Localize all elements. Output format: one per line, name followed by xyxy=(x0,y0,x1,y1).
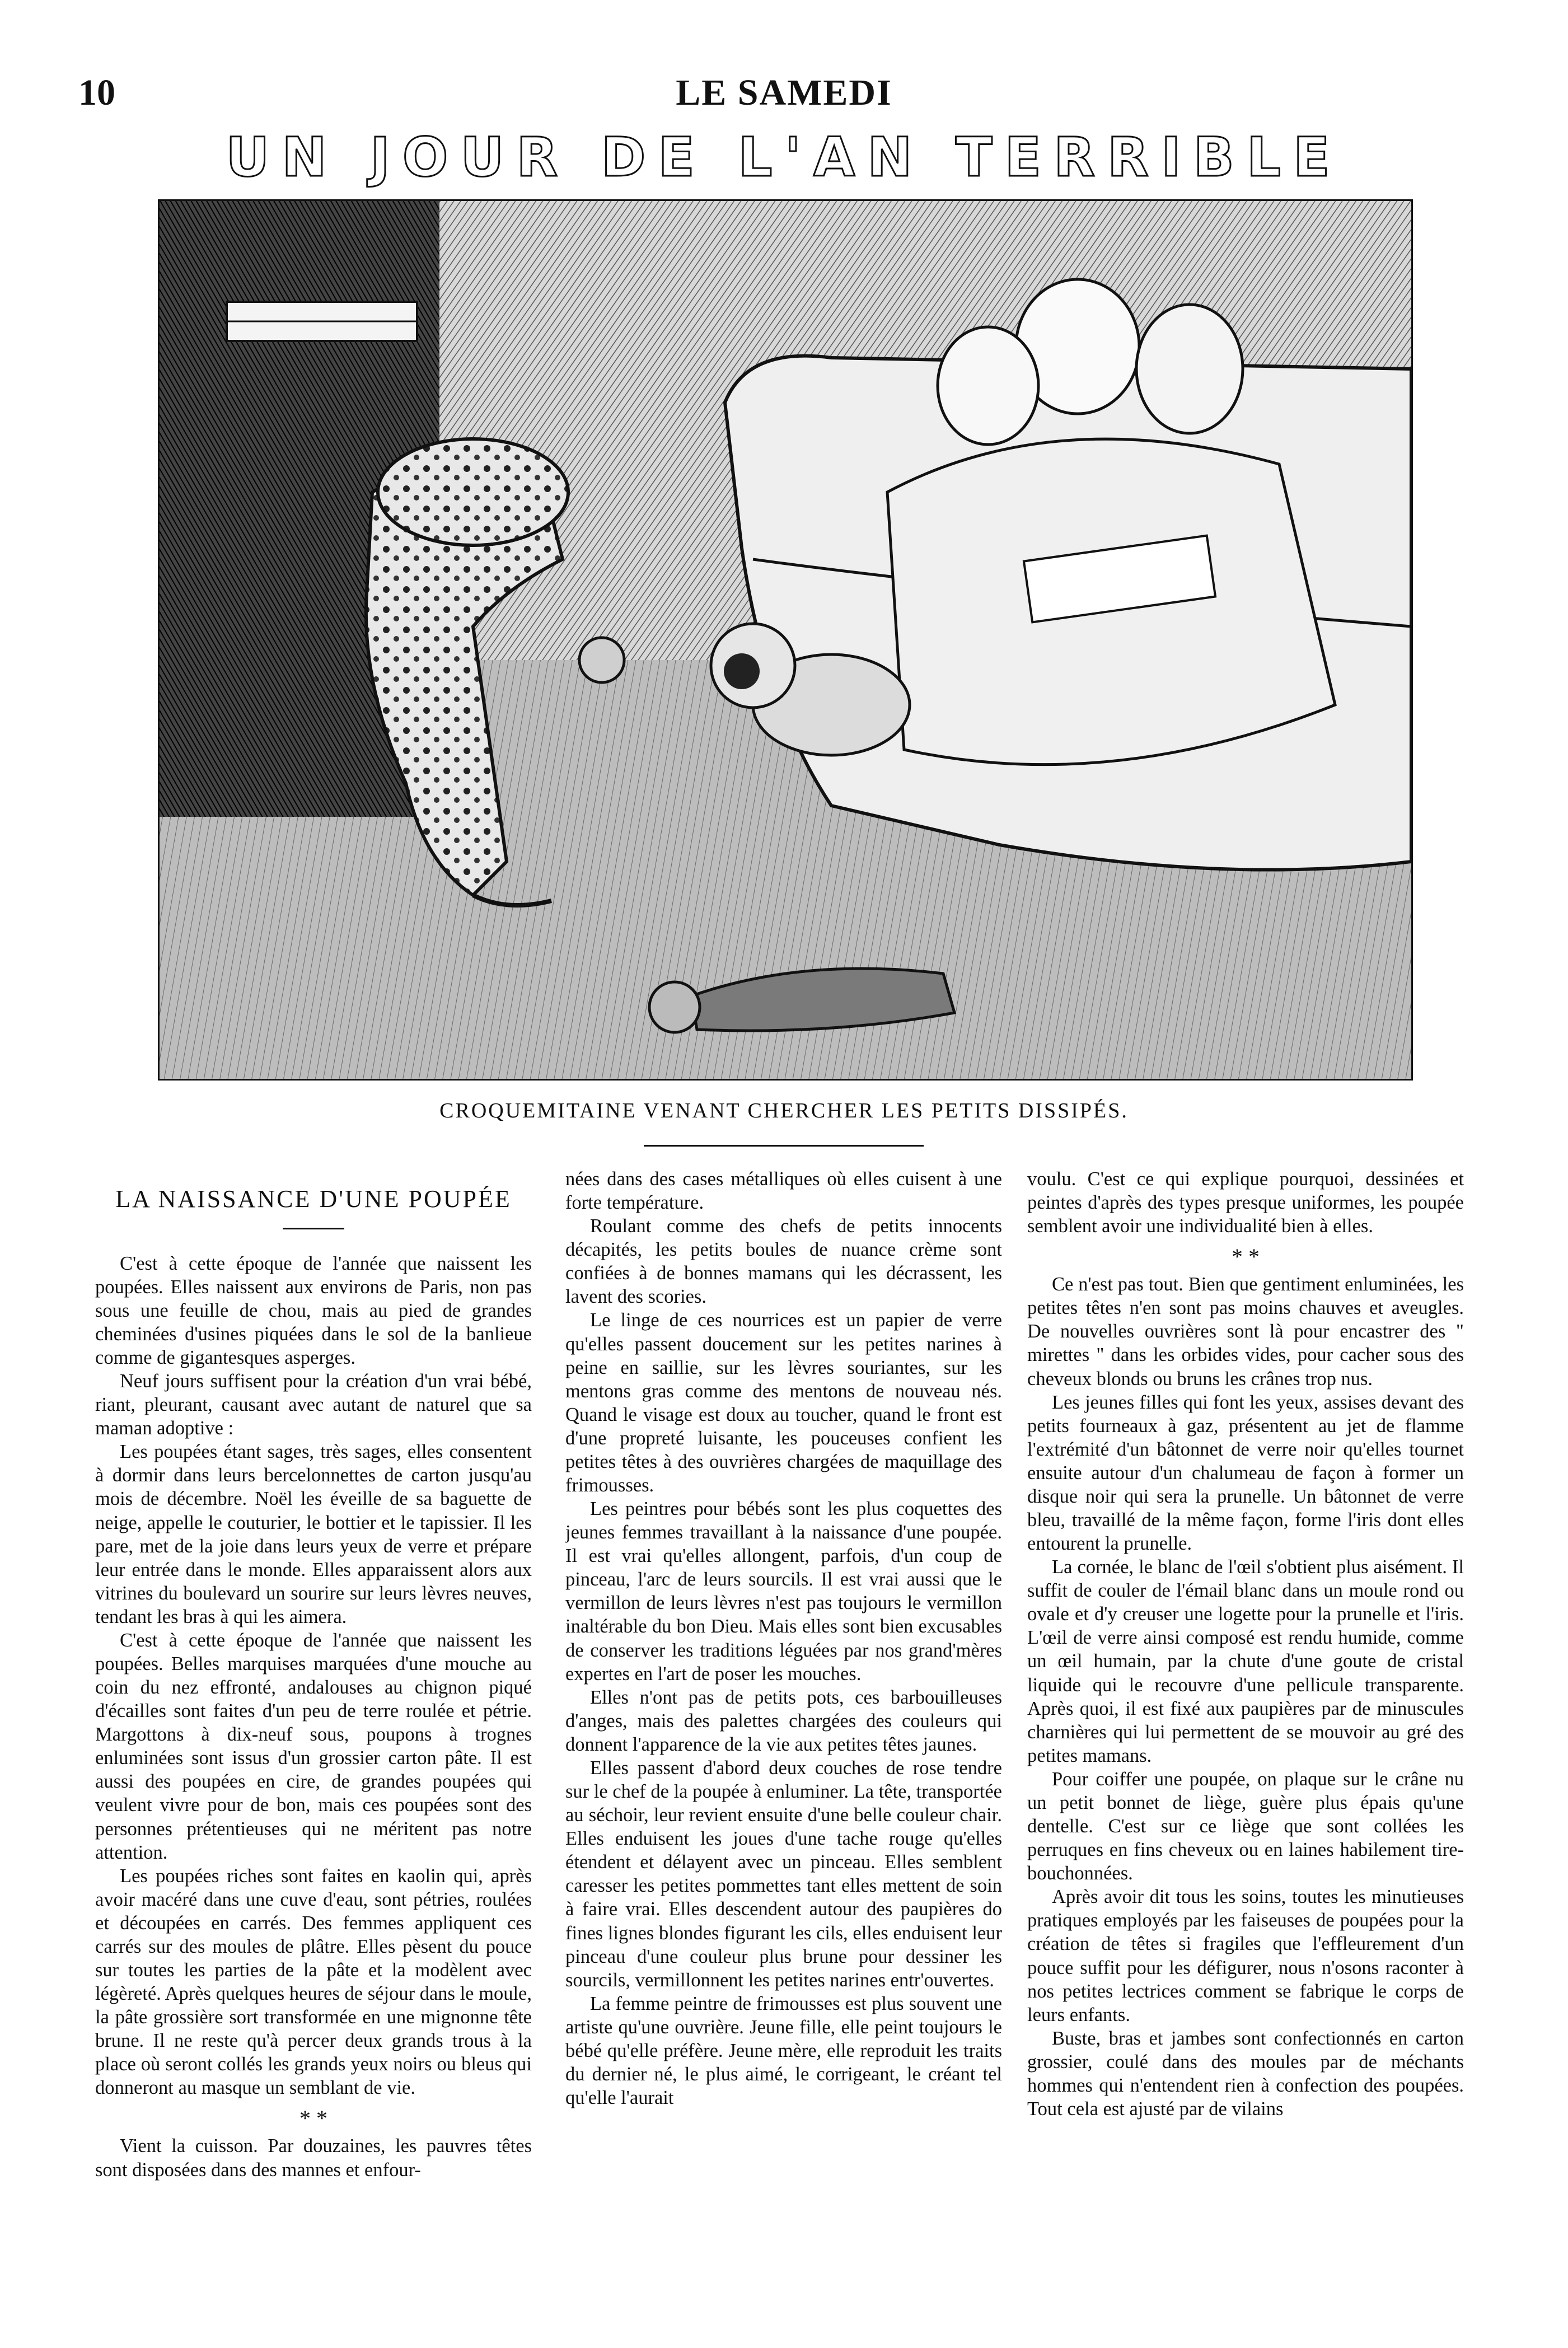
caption-divider xyxy=(644,1145,924,1147)
engraving-illustration xyxy=(158,199,1413,1081)
paragraph: La cornée, le blanc de l'œil s'obtient plus aisément. Il suffit de couler de l'émail blanc dans un moule rond ou ovale et d'y creuser une logette pour la prunelle et l'iris. L'œil de verre ainsi composé est rendu humide, comme un œil humain, par la chute d'une goute de cristal liquide qui le recouvre d'une pellicule transparente. Après quoi, il est fixé aux paupières par de minuscules charnières qui lui permettent de se mouvoir au gré des petites mamans. xyxy=(1027,1556,1464,1766)
paragraph: Elles passent d'abord deux couches de rose tendre sur le chef de la poupée à enluminer. La tête, transportée au séchoir, leur revient ensuite d'une belle couleur chair. Elles enduisent les joues d'une tache rouge qu'elles étendent et délayent avec un pinceau. Elles semblent caresser les petites pommettes tant elles mettent de soin à faire vrai. Elles descendent autour des paupières do fines lignes blondes figurant les cils, elles enduisent leur pinceau d'une couleur plus brune pour dessiner les sourcils, vermillonnent les petites narines entr'ouvertes. xyxy=(565,1757,1002,1991)
section-divider xyxy=(283,1228,344,1229)
paragraph: Elles n'ont pas de petits pots, ces barbouilleuses d'anges, mais des palettes chargées des couleurs qui donnent l'apparence de la vie aux petites têtes jaunes. xyxy=(565,1686,1002,1755)
engraving-drawing xyxy=(160,201,1411,1079)
asterism-separator: * * xyxy=(1232,1244,1260,1270)
paragraph: Après avoir dit tous les soins, toutes les minutieuses pratiques employés par les faiseuses de poupées pour la création de têtes si fragiles que l'effleurement d'un pouce suffit pour les défigurer, nous n'osons raconter à nos petites lectrices comment se fabrique le corps de leurs enfants. xyxy=(1027,1886,1464,2026)
text-column-3 xyxy=(1027,1167,1464,2309)
text-column-1 xyxy=(95,1167,532,2309)
paragraph: Les peintres pour bébés sont les plus coquettes des jeunes femmes travaillant à la naissance d'une poupée. Il est vrai qu'elles allongent, parfois, d'un coup de pinceau, l'arc de leurs sourcils. Il est vrai aussi que le vermillon de leurs lèvres n'est pas toujours le vermillon inaltérable du bon Dieu. Mais elles sont bien excusables de conserver les traditions léguées par nos grand'mères expertes en l'art de poser les mouches. xyxy=(565,1498,1002,1685)
paragraph: Roulant comme des chefs de petits innocents décapités, les petits boules de nuance crème sont confiées à de bonnes mamans qui les décrassent, les lavent des scories. xyxy=(565,1215,1002,1308)
paragraph: La femme peintre de frimousses est plus souvent une artiste qu'une ouvrière. Jeune fille, elle peint toujours le bébé qu'elle préfère. Jeune mère, elle reproduit les traits du dernier né, le plus aimé, le corrigeant, le créant tel qu'elle l'aurait xyxy=(565,1992,1002,2109)
article-main-title: UN JOUR DE L'AN TERRIBLE xyxy=(226,126,1342,189)
paragraph: C'est à cette époque de l'année que naissent les poupées. Belles marquises marquées d'une mouche au coin du nez effronté, andalouses au chignon piqué d'écailles sont faites d'un peu de terre roulée et pétrie. Margottons à dix-neuf sous, poupons à trognes enluminées sont issus d'un grossier carton pâte. Il est aussi des poupées en cire, de grandes poupées qui veulent vivre pour de bon, mais ces poupées sont des personnes prétentieuses qui ne méritent pas notre attention. xyxy=(95,1629,532,1863)
paragraph: Les poupées étant sages, très sages, elles consentent à dormir dans leurs bercelonnettes de carton jusqu'au mois de décembre. Noël les éveille de sa baguette de neige, appelle le couturier, le bottier et le tapissier. Il les pare, met de la joie dans leurs yeux de verre et prépare leur entrée dans le monde. Elles apparaissent alors aux vitrines du boulevard un sourire sur leurs lèvres neuves, tendant les bras à qui les aimera. xyxy=(95,1441,532,1627)
asterism-separator: * * xyxy=(299,2106,327,2131)
paragraph: Ce n'est pas tout. Bien que gentiment enluminées, les petites têtes n'en sont pas moins chauves et aveugles. De nouvelles ouvrières sont là pour encastrer des " mirettes " dans les orbides vides, pour cacher sous des cheveux blonds ou bruns les crânes trop nus. xyxy=(1027,1274,1464,1390)
text-column-2 xyxy=(565,1167,1002,2309)
paragraph: Pour coiffer une poupée, on plaque sur le crâne nu un petit bonnet de liège, guère plus épais qu'une dentelle. C'est sur ce liège que sont collées les perruques en fins cheveux ou en laines habilement tire-bouchonnées. xyxy=(1027,1768,1464,1884)
paragraph: Neuf jours suffisent pour la création d'un vrai bébé, riant, pleurant, causant avec autant de naturel que sa maman adoptive : xyxy=(95,1371,532,1439)
book-icon xyxy=(227,302,417,341)
paragraph: C'est à cette époque de l'année que naissent les poupées. Elles naissent aux environs de Paris, non pas sous une feuille de chou, mais au pied de grandes cheminées d'usines piquées dans le sol de la banlieue comme de gigantesques asperges. xyxy=(95,1252,532,1368)
paragraph: voulu. C'est ce qui explique pourquoi, dessinées et peintes d'après des types presque uniformes, les poupée semblent avoir une individualité bien à elles. xyxy=(1027,1168,1464,1237)
paragraph: Les poupées riches sont faites en kaolin qui, après avoir macéré dans une cuve d'eau, sont pétries, roulées et découpées en carrés. Des femmes appliquent ces carrés sur des moules de plâtre. Elles pèsent du pouce sur toutes les parties de la pâte et la modèlent avec légèreté. Après quelques heures de séjour dans le moule, la pâte grossière sort transformée en une mignonne tête brune. Il ne reste qu'à percer deux grands trous à la place où seront collés les grands yeux noirs ou bleus qui donneront au masque un semblant de vie. xyxy=(95,1865,532,2099)
paragraph: nées dans des cases métalliques où elles cuisent à une forte température. xyxy=(565,1168,1002,1214)
page-header xyxy=(78,72,1490,122)
illustration-caption: CROQUEMITAINE VENANT CHERCHER LES PETITS DISSIPÉS. xyxy=(439,1099,1129,1122)
paragraph: Les jeunes filles qui font les yeux, assises devant des petits fourneaux à gaz, présentent au jet de flamme l'extrémité d'un bâtonnet de verre noir qu'elles tournet ensuite autour d'un chalumeau de façon à former un disque noir qui sera la prunelle. Un bâtonnet de verre bleu, travaillé de la même façon, forme l'iris dont elles entourent la prunelle. xyxy=(1027,1391,1464,1555)
running-title: LE SAMEDI xyxy=(676,72,892,113)
ball-icon xyxy=(579,638,624,682)
section-title: LA NAISSANCE D'UNE POUPÉE xyxy=(115,1185,512,1213)
paragraph: Le linge de ces nourrices est un papier de verre qu'elles passent doucement sur les petites narines à peine en saillie, sur les lèvres souriantes, sur les mentons gras comme des mentons de nouveau nés. Quand le visage est doux au toucher, quand le front est d'une propreté luisante, les pouceuses confient les petites têtes à des ouvrières chargées de maquillage des frimousses. xyxy=(565,1309,1002,1496)
page-number: 10 xyxy=(78,72,115,113)
paragraph: Buste, bras et jambes sont confectionnés en carton grossier, coulé dans des moules par de méchants hommes qui n'entendent rien à confection des poupées. Tout cela est ajusté par de vilains xyxy=(1027,2027,1464,2120)
paragraph: Vient la cuisson. Par douzaines, les pauvres têtes sont disposées dans des mannes et enfour- xyxy=(95,2135,532,2181)
